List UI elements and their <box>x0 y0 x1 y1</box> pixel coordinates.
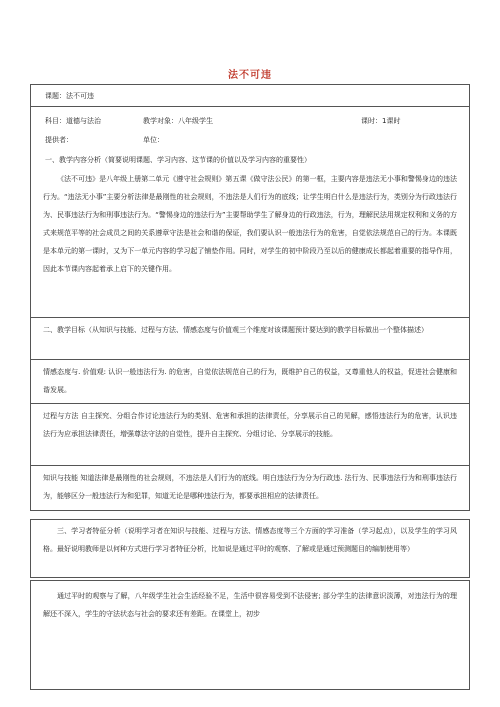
hours-label: 课时：1课时 <box>361 117 401 125</box>
section-divider <box>31 359 469 360</box>
objectives-heading: 二、教学目标（从知识与技能、过程与方法、情感态度与价值观三个维度对该课题预计要达到的教学目标做出一个整体描述） <box>43 326 428 334</box>
provider-label: 提供者： <box>45 136 73 144</box>
objective-knowledge: 知识与技能 知道法律是最刚性的社会规则，不违法是人们行为的底线。明白违法行为分为行政违. 法行为、民事违法行为和刑事违法行为，能够区分一般违法行为和犯罪，知道无论是哪种违法行为，都要承担相应的法律责任。 <box>43 474 457 500</box>
subject-label: 科目：道德与法治 <box>45 117 101 125</box>
content-analysis-heading: 一、教学内容分析（简要说明课题、学习内容、这节课的价值以及学习内容的重要性） <box>45 156 311 164</box>
document-title: 法不可违 <box>228 70 272 81</box>
learner-analysis-heading: 三、学习者特征分析（说明学习者在知识与技能、过程与方法、情感态度等三个方面的学习准备（学习起点），以及学生的学习风格。最好说明教师是以何种方式进行学习者特征分析，比如说是通过平时的观察、了解或是通过预测题目的编制使用等） <box>43 527 457 553</box>
content-analysis-body: 《法不可违》是八年级上册第二单元《遵守社会规则》第五课《做守法公民》的第一框，主要内容是违法无小事和警惕身边的违法行为。“违法无小事”主要分析法律是最刚性的社会规则，不违法是人们行为的底线；让学生明白什么是违法行为，类别分为行政违法行为、民事违法行为和刑事违法行为。“警惕身边的违法行为”主要帮助学生了解身边的行政违法，行为，理解民法用规定权利和义务的方式来规范平等的社会成员之间的关系遵章守法是社会和谐的保证，我们要认识一般违法行为的危害，自觉依法规范自己的行为。本课既是本单元的第一课时，又为下一单元内容的学习起了铺垫作用。同时，对学生的初中阶段乃至以后的健康成长都起着重要的指导作用，因此本节课内容起着承上启下的关键作用。 <box>43 175 457 273</box>
section-divider <box>31 317 469 318</box>
learner-analysis-body: 通过平时的观察与了解，八年级学生社会生活经验不足，生活中很容易受到不法侵害; 部分学生的法律意识淡薄，对违法行为的理解还不深入，学生的守法状态与社会的要求还有差距。在课堂上，初步 <box>43 592 457 618</box>
row-divider <box>31 106 469 107</box>
row-divider <box>31 403 469 404</box>
unit-label: 单位： <box>143 136 164 144</box>
objective-process: 过程与方法 自主探究、分组合作讨论违法行为的类别、危害和承担的法律责任，分享展示自己的见解，感悟违法行为的危害，认识违法行为应承担法律责任，增强尊法守法的自觉性，提升自主探究、分组讨论、分享展示的技能。 <box>43 412 457 438</box>
row-divider <box>31 465 469 466</box>
learner-analysis-body-cell <box>30 580 470 690</box>
objective-emotion: 情感态度与. 价值观: 认识一般违法行为. 的危害，自觉依法规范自己的行为，既维护自己的权益，又尊重他人的权益，促进社会健康和谐发展。 <box>43 368 457 394</box>
audience-label: 教学对象：八年级学生 <box>143 117 213 125</box>
lesson-plan-table <box>30 84 470 511</box>
topic-label: 课题：法不可违 <box>45 92 94 100</box>
learner-analysis-header-cell <box>30 519 470 578</box>
